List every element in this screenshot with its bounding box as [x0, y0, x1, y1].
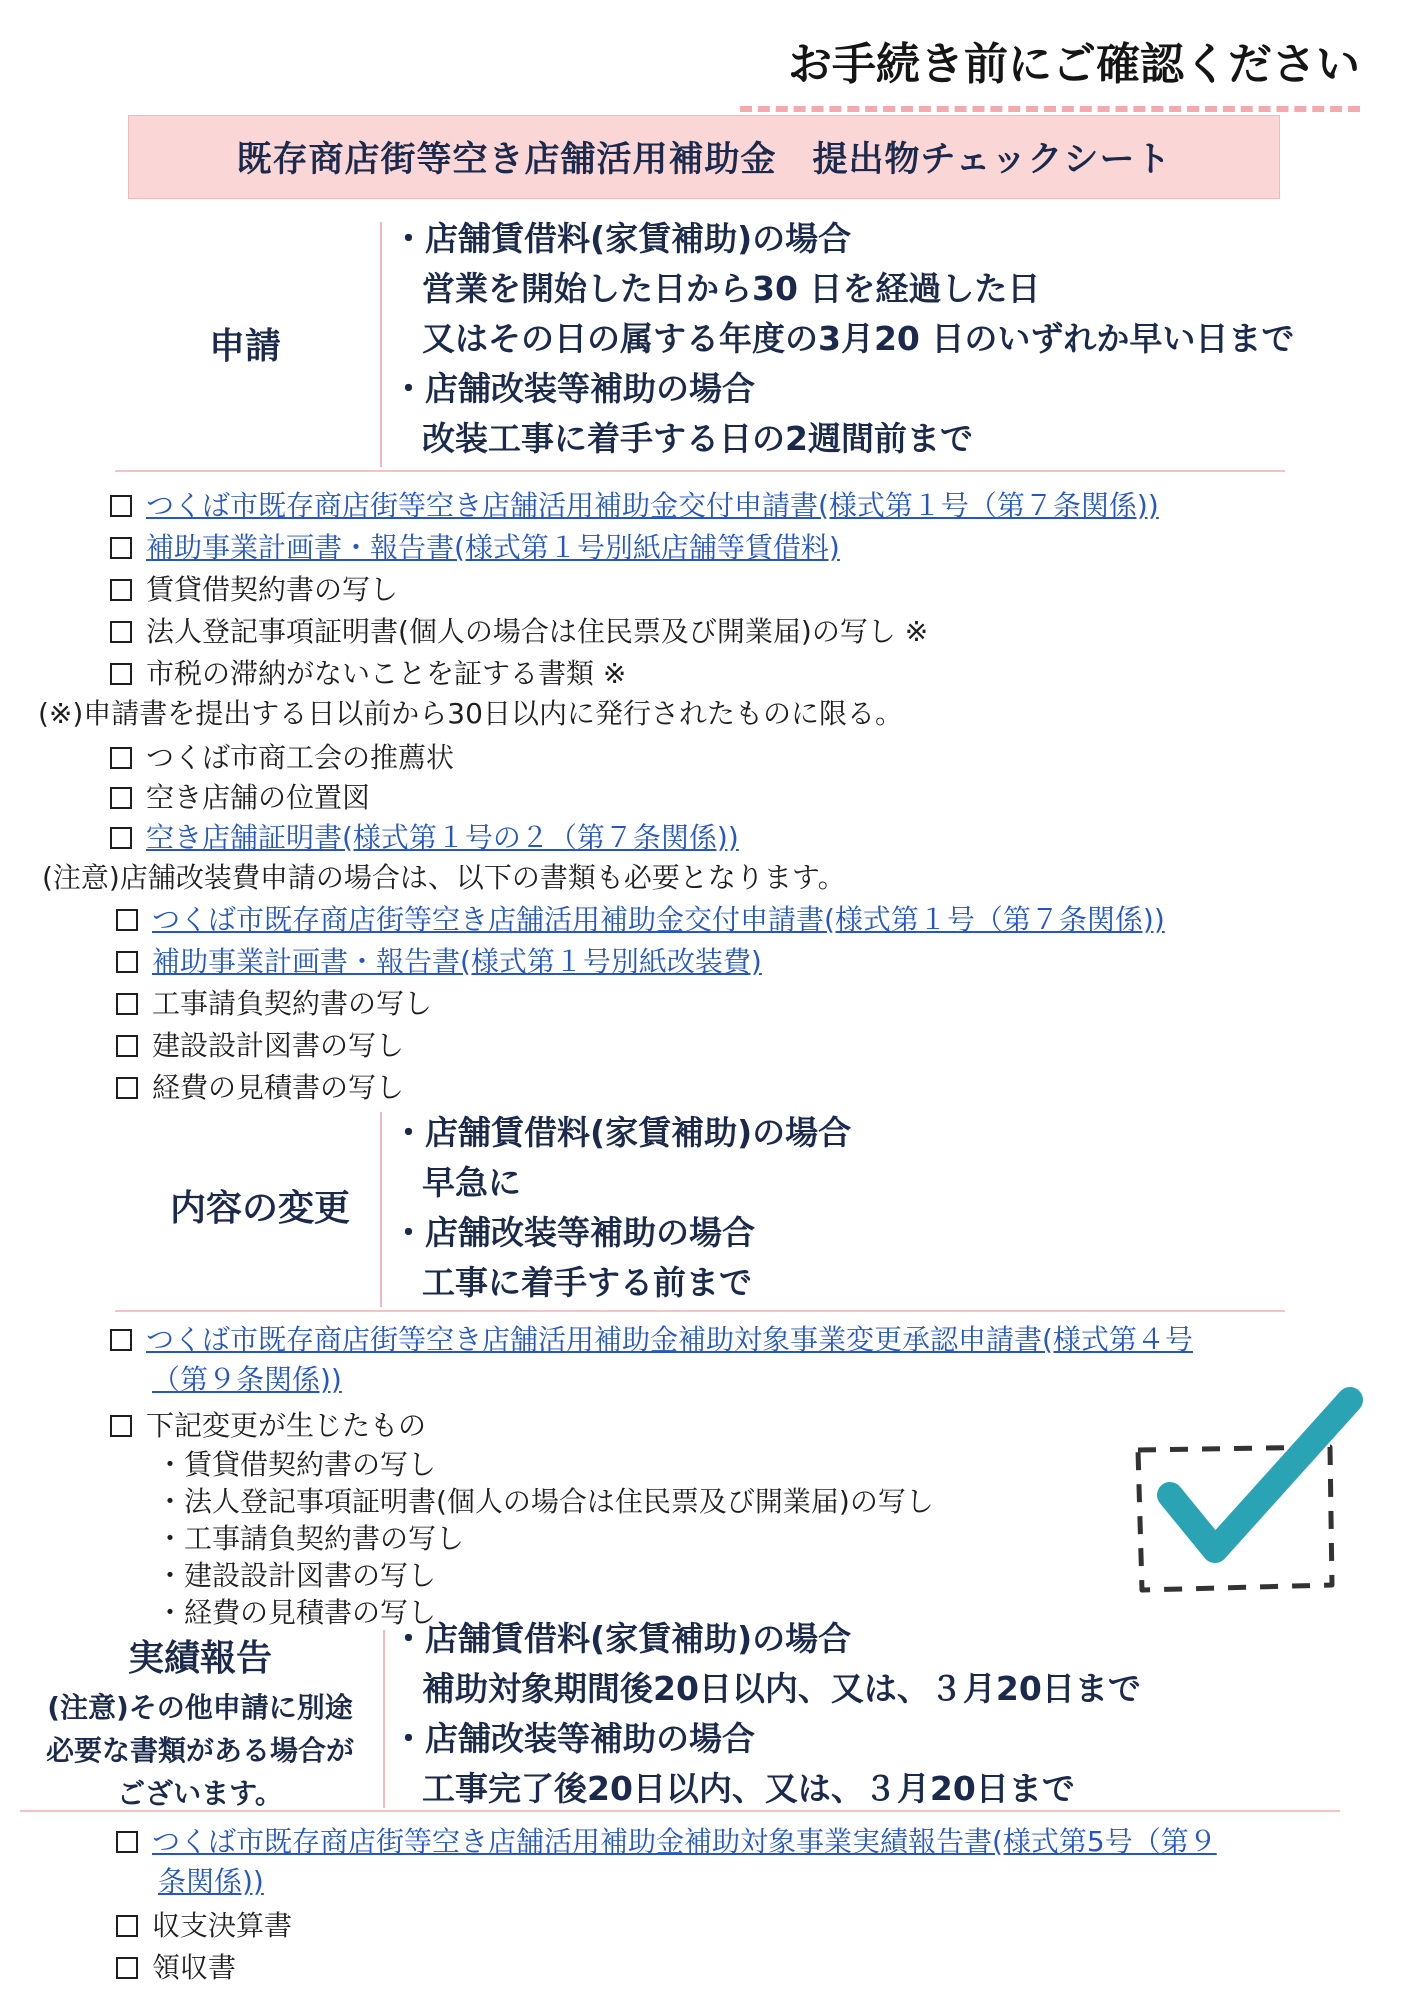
form-link[interactable]: つくば市既存商店街等空き店舗活用補助金交付申請書(様式第１号（第７条関係)): [146, 489, 1159, 522]
deadline-line: 工事完了後20日以内、又は、３月20日まで: [422, 1769, 1075, 1808]
checkbox[interactable]: [110, 621, 132, 643]
change-deadlines: [392, 1108, 851, 1308]
checklist-item[interactable]: [110, 654, 626, 694]
divider-horizontal: [20, 1810, 1340, 1812]
sub-item: ・工事請負契約書の写し: [156, 1522, 465, 1555]
form-link[interactable]: 条関係)): [158, 1865, 264, 1898]
checkbox[interactable]: [110, 1415, 132, 1437]
deadline-line: ・店舗改装等補助の場合: [392, 369, 755, 408]
sub-item: ・法人登記事項証明書(個人の場合は住民票及び開業届)の写し: [156, 1485, 934, 1518]
checkbox[interactable]: [116, 909, 138, 931]
deadline-line: ・店舗改装等補助の場合: [392, 1719, 755, 1758]
item-label: 下記変更が生じたもの: [146, 1409, 427, 1442]
item-label: 市税の滞納がないことを証する書類 ※: [146, 657, 627, 690]
checklist-item[interactable]: [116, 1948, 236, 1988]
sub-item: ・賃貸借契約書の写し: [156, 1448, 437, 1481]
divider-vertical: [380, 1112, 382, 1307]
item-label: 領収書: [152, 1951, 237, 1984]
checkbox[interactable]: [110, 663, 132, 685]
section-label-change: 内容の変更: [169, 1188, 350, 1229]
checklist-item[interactable]: [116, 1026, 404, 1066]
form-link[interactable]: つくば市既存商店街等空き店舗活用補助金交付申請書(様式第１号（第７条関係)): [152, 903, 1165, 936]
checklist-item[interactable]: [110, 738, 454, 778]
checklist-item[interactable]: [110, 528, 840, 568]
checkbox[interactable]: [116, 1831, 138, 1853]
deadline-line: 補助対象期間後20日以内、又は、３月20日まで: [422, 1669, 1141, 1708]
checklist-item[interactable]: [116, 984, 432, 1024]
item-label: 空き店舗の位置図: [146, 781, 371, 814]
divider-vertical: [383, 1630, 385, 1808]
checklist-item[interactable]: [110, 818, 739, 858]
form-link[interactable]: 空き店舗証明書(様式第１号の２（第７条関係)): [146, 821, 739, 854]
checkbox[interactable]: [110, 579, 132, 601]
sub-item: ・経費の見積書の写し: [156, 1596, 437, 1629]
checklist-item[interactable]: [110, 1406, 426, 1446]
deadline-line: 工事に着手する前まで: [422, 1263, 752, 1302]
checklist-item[interactable]: [116, 900, 1165, 940]
checkbox[interactable]: [110, 827, 132, 849]
application-deadlines: [392, 214, 1294, 464]
form-link[interactable]: 補助事業計画書・報告書(様式第１号別紙改装費): [152, 945, 762, 978]
deadline-line: ・店舗賃借料(家賃補助)の場合: [392, 1619, 852, 1658]
deadline-line: 営業を開始した日から30 日を経過した日: [422, 269, 1041, 308]
checklist-item[interactable]: [110, 486, 1159, 526]
deadline-line: ・店舗改装等補助の場合: [392, 1213, 755, 1252]
divider-horizontal: [115, 470, 1285, 472]
item-label: 法人登記事項証明書(個人の場合は住民票及び開業届)の写し ※: [146, 615, 929, 648]
deadline-line: 早急に: [422, 1163, 521, 1202]
checkbox[interactable]: [110, 1329, 132, 1351]
deadline-line: 又はその日の属する年度の3月20 日のいずれか早い日まで: [422, 319, 1295, 358]
item-label: 賃貸借契約書の写し: [146, 573, 399, 606]
report-note-line: ございます。: [117, 1777, 283, 1810]
notice-heading: お手続き前にご確認ください: [740, 28, 1360, 112]
checklist-item[interactable]: [110, 778, 370, 818]
form-link[interactable]: 補助事業計画書・報告書(様式第１号別紙店舗等賃借料): [146, 531, 840, 564]
section-label-report: 実績報告: [127, 1638, 272, 1679]
item-label: 経費の見積書の写し: [152, 1071, 405, 1104]
page-title: 既存商店街等空き店舗活用補助金 提出物チェックシート: [128, 115, 1280, 199]
checklist-item[interactable]: [110, 612, 928, 652]
report-note: [20, 1686, 380, 1815]
checkbox[interactable]: [116, 993, 138, 1015]
note-text: (注意)店舗改装費申請の場合は、以下の書類も必要となります。: [42, 861, 846, 894]
item-label: 工事請負契約書の写し: [152, 987, 433, 1020]
form-link[interactable]: つくば市既存商店街等空き店舗活用補助金補助対象事業実績報告書(様式第5号（第９: [152, 1825, 1217, 1858]
report-deadlines: [392, 1614, 1141, 1814]
checklist-item[interactable]: [116, 1906, 292, 1946]
checkbox[interactable]: [116, 1077, 138, 1099]
checkbox[interactable]: [116, 1035, 138, 1057]
item-label: 収支決算書: [152, 1909, 293, 1942]
item-label: つくば市商工会の推薦状: [146, 741, 455, 774]
checkmark-icon: [1120, 1385, 1370, 1615]
item-label: 建設設計図書の写し: [152, 1029, 405, 1062]
note-text: (※)申請書を提出する日以前から30日以内に発行されたものに限る。: [38, 697, 903, 730]
report-note-line: (注意)その他申請に別途: [47, 1691, 353, 1724]
checkbox[interactable]: [116, 1915, 138, 1937]
divider-vertical: [380, 222, 382, 467]
checkbox[interactable]: [110, 537, 132, 559]
deadline-line: ・店舗賃借料(家賃補助)の場合: [392, 219, 852, 258]
form-link[interactable]: つくば市既存商店街等空き店舗活用補助金補助対象事業変更承認申請書(様式第４号: [146, 1323, 1193, 1356]
checklist-item[interactable]: [116, 1068, 404, 1108]
checkbox[interactable]: [110, 495, 132, 517]
divider-horizontal: [115, 1310, 1285, 1312]
checkbox[interactable]: [116, 1957, 138, 1979]
checklist-item[interactable]: [116, 1822, 1386, 1902]
sub-item: ・建設設計図書の写し: [156, 1559, 437, 1592]
report-note-line: 必要な書類がある場合が: [45, 1734, 354, 1767]
section-label-application: 申請: [208, 326, 281, 367]
checklist-item[interactable]: [116, 942, 762, 982]
deadline-line: 改装工事に着手する日の2週間前まで: [422, 419, 973, 458]
checkbox[interactable]: [110, 747, 132, 769]
form-link[interactable]: （第９条関係)): [152, 1363, 342, 1396]
checklist-item[interactable]: [110, 570, 398, 610]
deadline-line: ・店舗賃借料(家賃補助)の場合: [392, 1113, 852, 1152]
checkbox[interactable]: [116, 951, 138, 973]
checkbox[interactable]: [110, 787, 132, 809]
